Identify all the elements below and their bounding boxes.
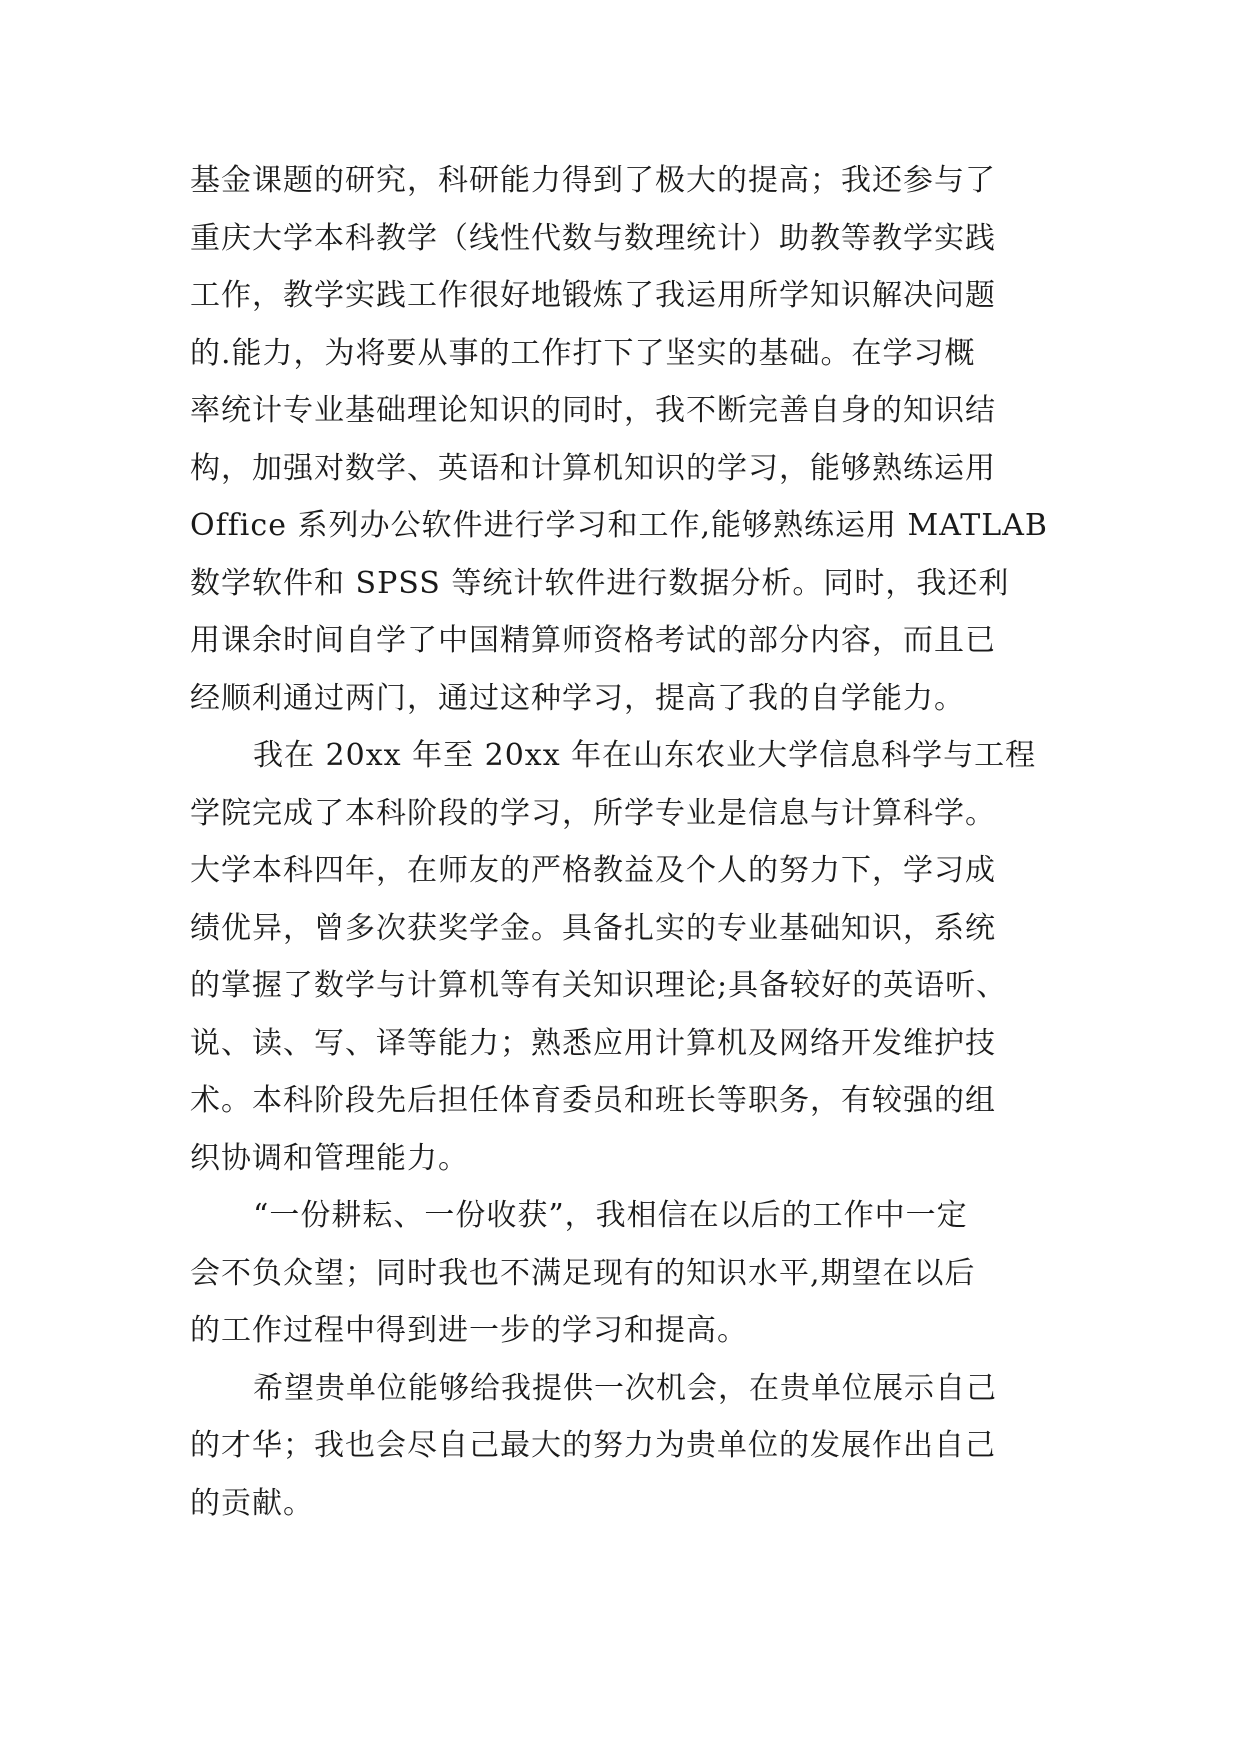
text-line: 术。本科阶段先后担任体育委员和班长等职务，有较强的组 [190,1083,996,1118]
text-line: 用课余时间自学了中国精算师资格考试的部分内容，而且已 [190,623,996,658]
text-line: 说、读、写、译等能力；熟悉应用计算机及网络开发维护技 [190,1025,996,1061]
text-line: 希望贵单位能够给我提供一次机会，在贵单位展示自己 [253,1370,997,1406]
text-line: 学院完成了本科阶段的学习，所学专业是信息与计算科学。 [190,795,996,831]
text-line: 工作，教学实践工作很好地锻炼了我运用所学知识解决问题 [190,278,996,313]
text-line: Office 系列办公软件进行学习和工作,能够熟练运用 MATLAB [190,508,1048,543]
text-line: 绩优异，曾多次获奖学金。具备扎实的专业基础知识，系统 [190,910,996,946]
text-line: 我在 20xx 年至 20xx 年在山东农业大学信息科学与工程 [253,738,1037,773]
text-line: 率统计专业基础理论知识的同时，我不断完善自身的知识结 [190,393,996,428]
paragraph-3 [190,1187,1060,1360]
paragraph-1 [190,152,1060,727]
text-line: 的贡献。 [190,1485,314,1521]
text-line: 基金课题的研究，科研能力得到了极大的提高；我还参与了 [190,163,996,198]
text-line: 大学本科四年，在师友的严格教益及个人的努力下，学习成 [190,853,996,888]
text-line: 会不负众望；同时我也不满足现有的知识水平,期望在以后 [190,1255,976,1291]
text-line: “一份耕耘、一份收获”，我相信在以后的工作中一定 [253,1198,968,1233]
text-line: 的.能力，为将要从事的工作打下了坚实的基础。在学习概 [190,335,976,371]
text-line: 的掌握了数学与计算机等有关知识理论;具备较好的英语听、 [190,968,1008,1003]
text-line: 织协调和管理能力。 [190,1140,469,1176]
paragraph-2 [190,727,1060,1187]
text-line: 的才华；我也会尽自己最大的努力为贵单位的发展作出自己 [190,1428,996,1463]
paragraph-4 [190,1360,1060,1533]
document-body [190,152,1060,1532]
text-line: 经顺利通过两门，通过这种学习，提高了我的自学能力。 [190,680,965,716]
text-line: 数学软件和 SPSS 等统计软件进行数据分析。同时，我还利 [190,565,1010,601]
text-line: 的工作过程中得到进一步的学习和提高。 [190,1313,748,1348]
text-line: 构，加强对数学、英语和计算机知识的学习，能够熟练运用 [190,450,996,486]
text-line: 重庆大学本科教学（线性代数与数理统计）助教等教学实践 [190,220,996,256]
